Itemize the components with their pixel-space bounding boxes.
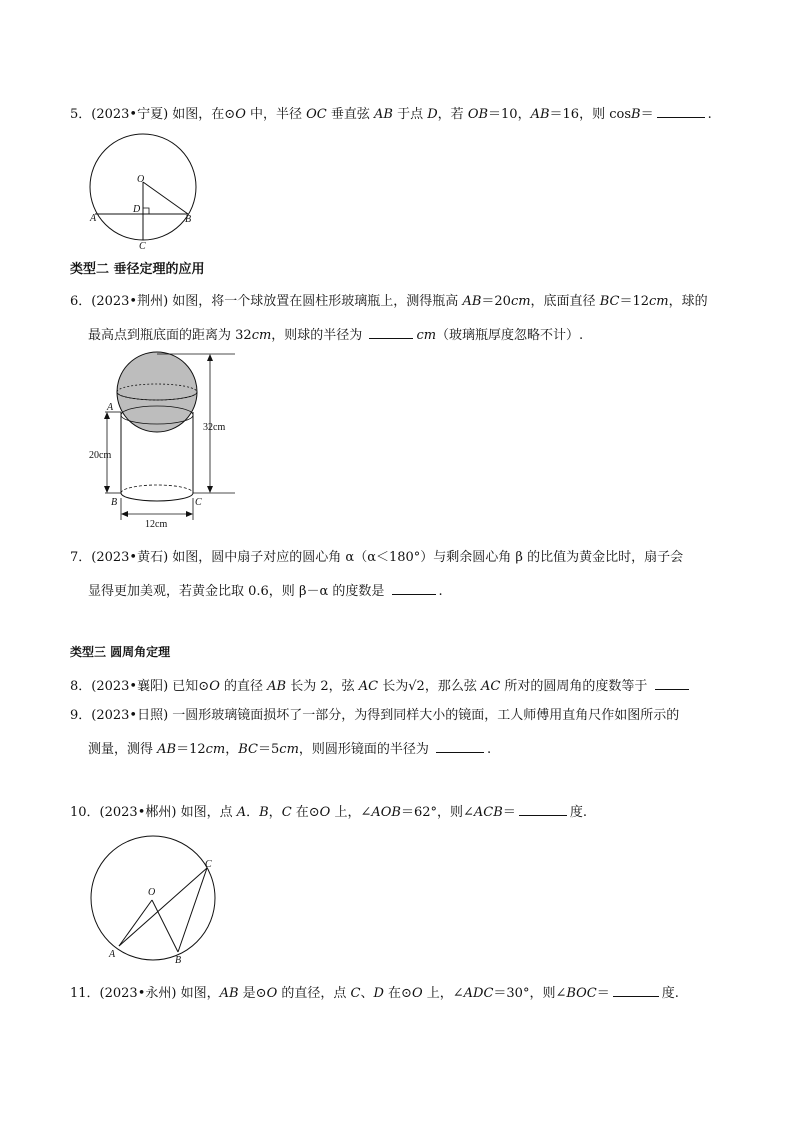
- answer-blank[interactable]: [392, 581, 436, 595]
- answer-blank[interactable]: [613, 983, 659, 997]
- answer-blank[interactable]: [369, 325, 413, 339]
- section-heading-type2: 类型二 垂径定理的应用: [70, 262, 205, 277]
- answer-blank[interactable]: [655, 676, 689, 690]
- figure-q5-circle: [85, 130, 205, 252]
- label-B: B: [185, 214, 192, 225]
- question-10: 10．(2023•郴州) 如图，点 A．B，C 在⊙O 上，∠AOB＝62°，则∠ACB＝ 度.: [70, 802, 587, 822]
- label-A: A: [107, 402, 114, 413]
- answer-blank[interactable]: [519, 802, 567, 816]
- label-B: B: [175, 955, 182, 966]
- question-5: 5．(2023•宁夏) 如图，在⊙O 中，半径 OC 垂直弦 AB 于点 D，若 OB＝10，AB＝16，则 cosB＝ .: [70, 104, 712, 124]
- question-7-line2: 显得更加美观，若黄金比取 0.6，则 β－α 的度数是 .: [88, 581, 443, 601]
- question-11: 11．(2023•永州) 如图，AB 是⊙O 的直径，点 C、D 在⊙O 上，∠ADC＝30°，则∠BOC＝ 度.: [70, 983, 679, 1003]
- label-12cm: 12cm: [145, 519, 168, 530]
- label-O: O: [137, 174, 145, 185]
- answer-blank[interactable]: [657, 104, 705, 118]
- figure-q10-circle: [85, 832, 225, 970]
- label-32cm: 32cm: [203, 422, 226, 433]
- label-20cm: 20cm: [89, 450, 112, 461]
- figure-q6-ball-on-bottle: [85, 350, 245, 532]
- question-8: 8．(2023•襄阳) 已知⊙O 的直径 AB 长为 2，弦 AC 长为√2，那么弦 AC 所对的圆周角的度数等于: [70, 676, 692, 696]
- label-O: O: [148, 887, 156, 898]
- label-D: D: [133, 204, 141, 215]
- label-A: A: [90, 213, 97, 224]
- section-heading-type3: 类型三 圆周角定理: [70, 645, 171, 659]
- label-C: C: [195, 497, 202, 508]
- question-7-line1: 7．(2023•黄石) 如图，圆中扇子对应的圆心角 α（α＜180°）与剩余圆心角 β 的比值为黄金比时，扇子会: [70, 550, 684, 565]
- question-9-line2: 测量，测得 AB＝12cm，BC＝5cm，则圆形镜面的半径为 .: [88, 739, 491, 759]
- label-B: B: [111, 497, 118, 508]
- sqrt-two: √2: [408, 679, 425, 694]
- answer-blank[interactable]: [436, 739, 484, 753]
- question-6-line2: 最高点到瓶底面的距离为 32cm，则球的半径为 cm（玻璃瓶厚度忽略不计）.: [88, 325, 583, 345]
- question-6-line1: 6．(2023•荆州) 如图，将一个球放置在圆柱形玻璃瓶上，测得瓶高 AB＝20cm，底面直径 BC＝12cm，球的: [70, 294, 708, 309]
- question-9-line1: 9．(2023•日照) 一圆形玻璃镜面损坏了一部分，为得到同样大小的镜面，工人师傅用直角尺作如图所示的: [70, 708, 680, 723]
- label-C: C: [205, 859, 212, 870]
- label-A: A: [109, 949, 116, 960]
- label-C: C: [139, 241, 146, 252]
